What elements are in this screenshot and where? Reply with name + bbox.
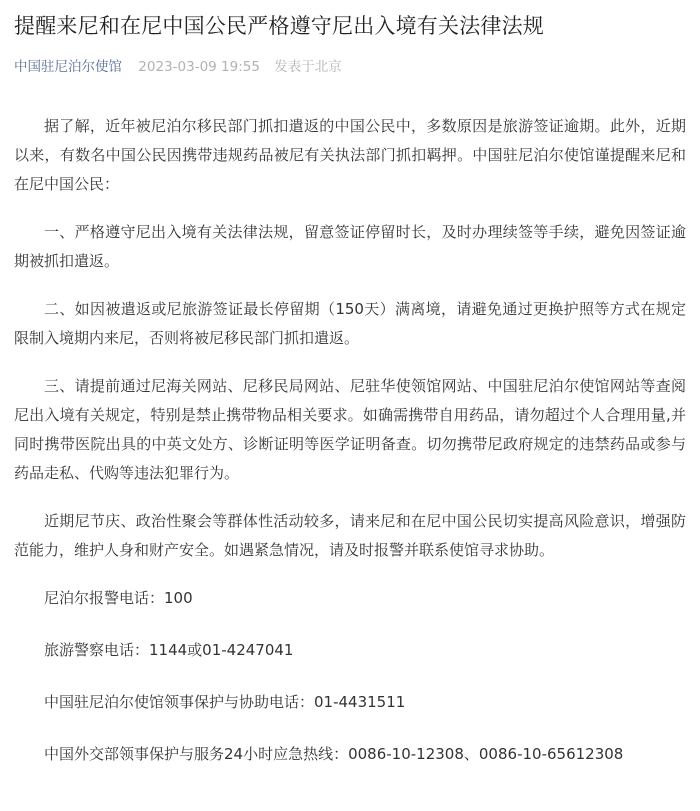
contact-embassy: 中国驻尼泊尔使馆领事保护与协助电话：01-4431511	[44, 693, 406, 711]
contact-tourist-police: 旅游警察电话：1144或01-4247041	[44, 641, 294, 659]
paragraph-point-1: 一、严格遵守尼出入境有关法律法规，留意签证停留时长，及时办理续签等手续，避免因签证逾期被抓扣遣返。	[14, 223, 686, 270]
article-body	[14, 112, 686, 769]
paragraph-point-2: 二、如因被遣返或尼旅游签证最长停留期（150天）满离境，请避免通过更换护照等方式在规定限制入境期内来尼，否则将被尼移民部门抓扣遣返。	[14, 300, 686, 347]
paragraph-point-3: 三、请提前通过尼海关网站、尼移民局网站、尼驻华使领馆网站、中国驻尼泊尔使馆网站等查阅尼出入境有关规定，特别是禁止携带物品相关要求。如确需携带自用药品，请勿超过个人合理用量,并同时携带医院出具的中英文处方、诊断证明等医学证明备查。切勿携带尼政府规定的违禁药品或参与药品走私、代购等违法犯罪行为。	[14, 377, 686, 482]
paragraph-intro: 据了解，近年被尼泊尔移民部门抓扣遣返的中国公民中，多数原因是旅游签证逾期。此外，近期以来，有数名中国公民因携带违规药品被尼有关执法部门抓扣羁押。中国驻尼泊尔使馆谨提醒来尼和在尼中国公民：	[14, 117, 686, 193]
publish-location: 发表于北京	[274, 59, 342, 75]
contact-police: 尼泊尔报警电话：100	[44, 589, 193, 607]
article-title: 提醒来尼和在尼中国公民严格遵守尼出入境有关法律法规	[14, 14, 544, 38]
article-meta	[14, 57, 686, 77]
paragraph-safety-reminder: 近期尼节庆、政治性聚会等群体性活动较多，请来尼和在尼中国公民切实提高风险意识，增强防范能力，维护人身和财产安全。如遇紧急情况，请及时报警并联系使馆寻求协助。	[14, 512, 686, 559]
publish-date: 2023-03-09 19:55	[138, 59, 260, 75]
contact-mfa-hotline: 中国外交部领事保护与服务24小时应急热线：0086-10-12308、0086-10-65612308	[44, 745, 624, 763]
account-name-link[interactable]: 中国驻尼泊尔使馆	[14, 59, 122, 75]
